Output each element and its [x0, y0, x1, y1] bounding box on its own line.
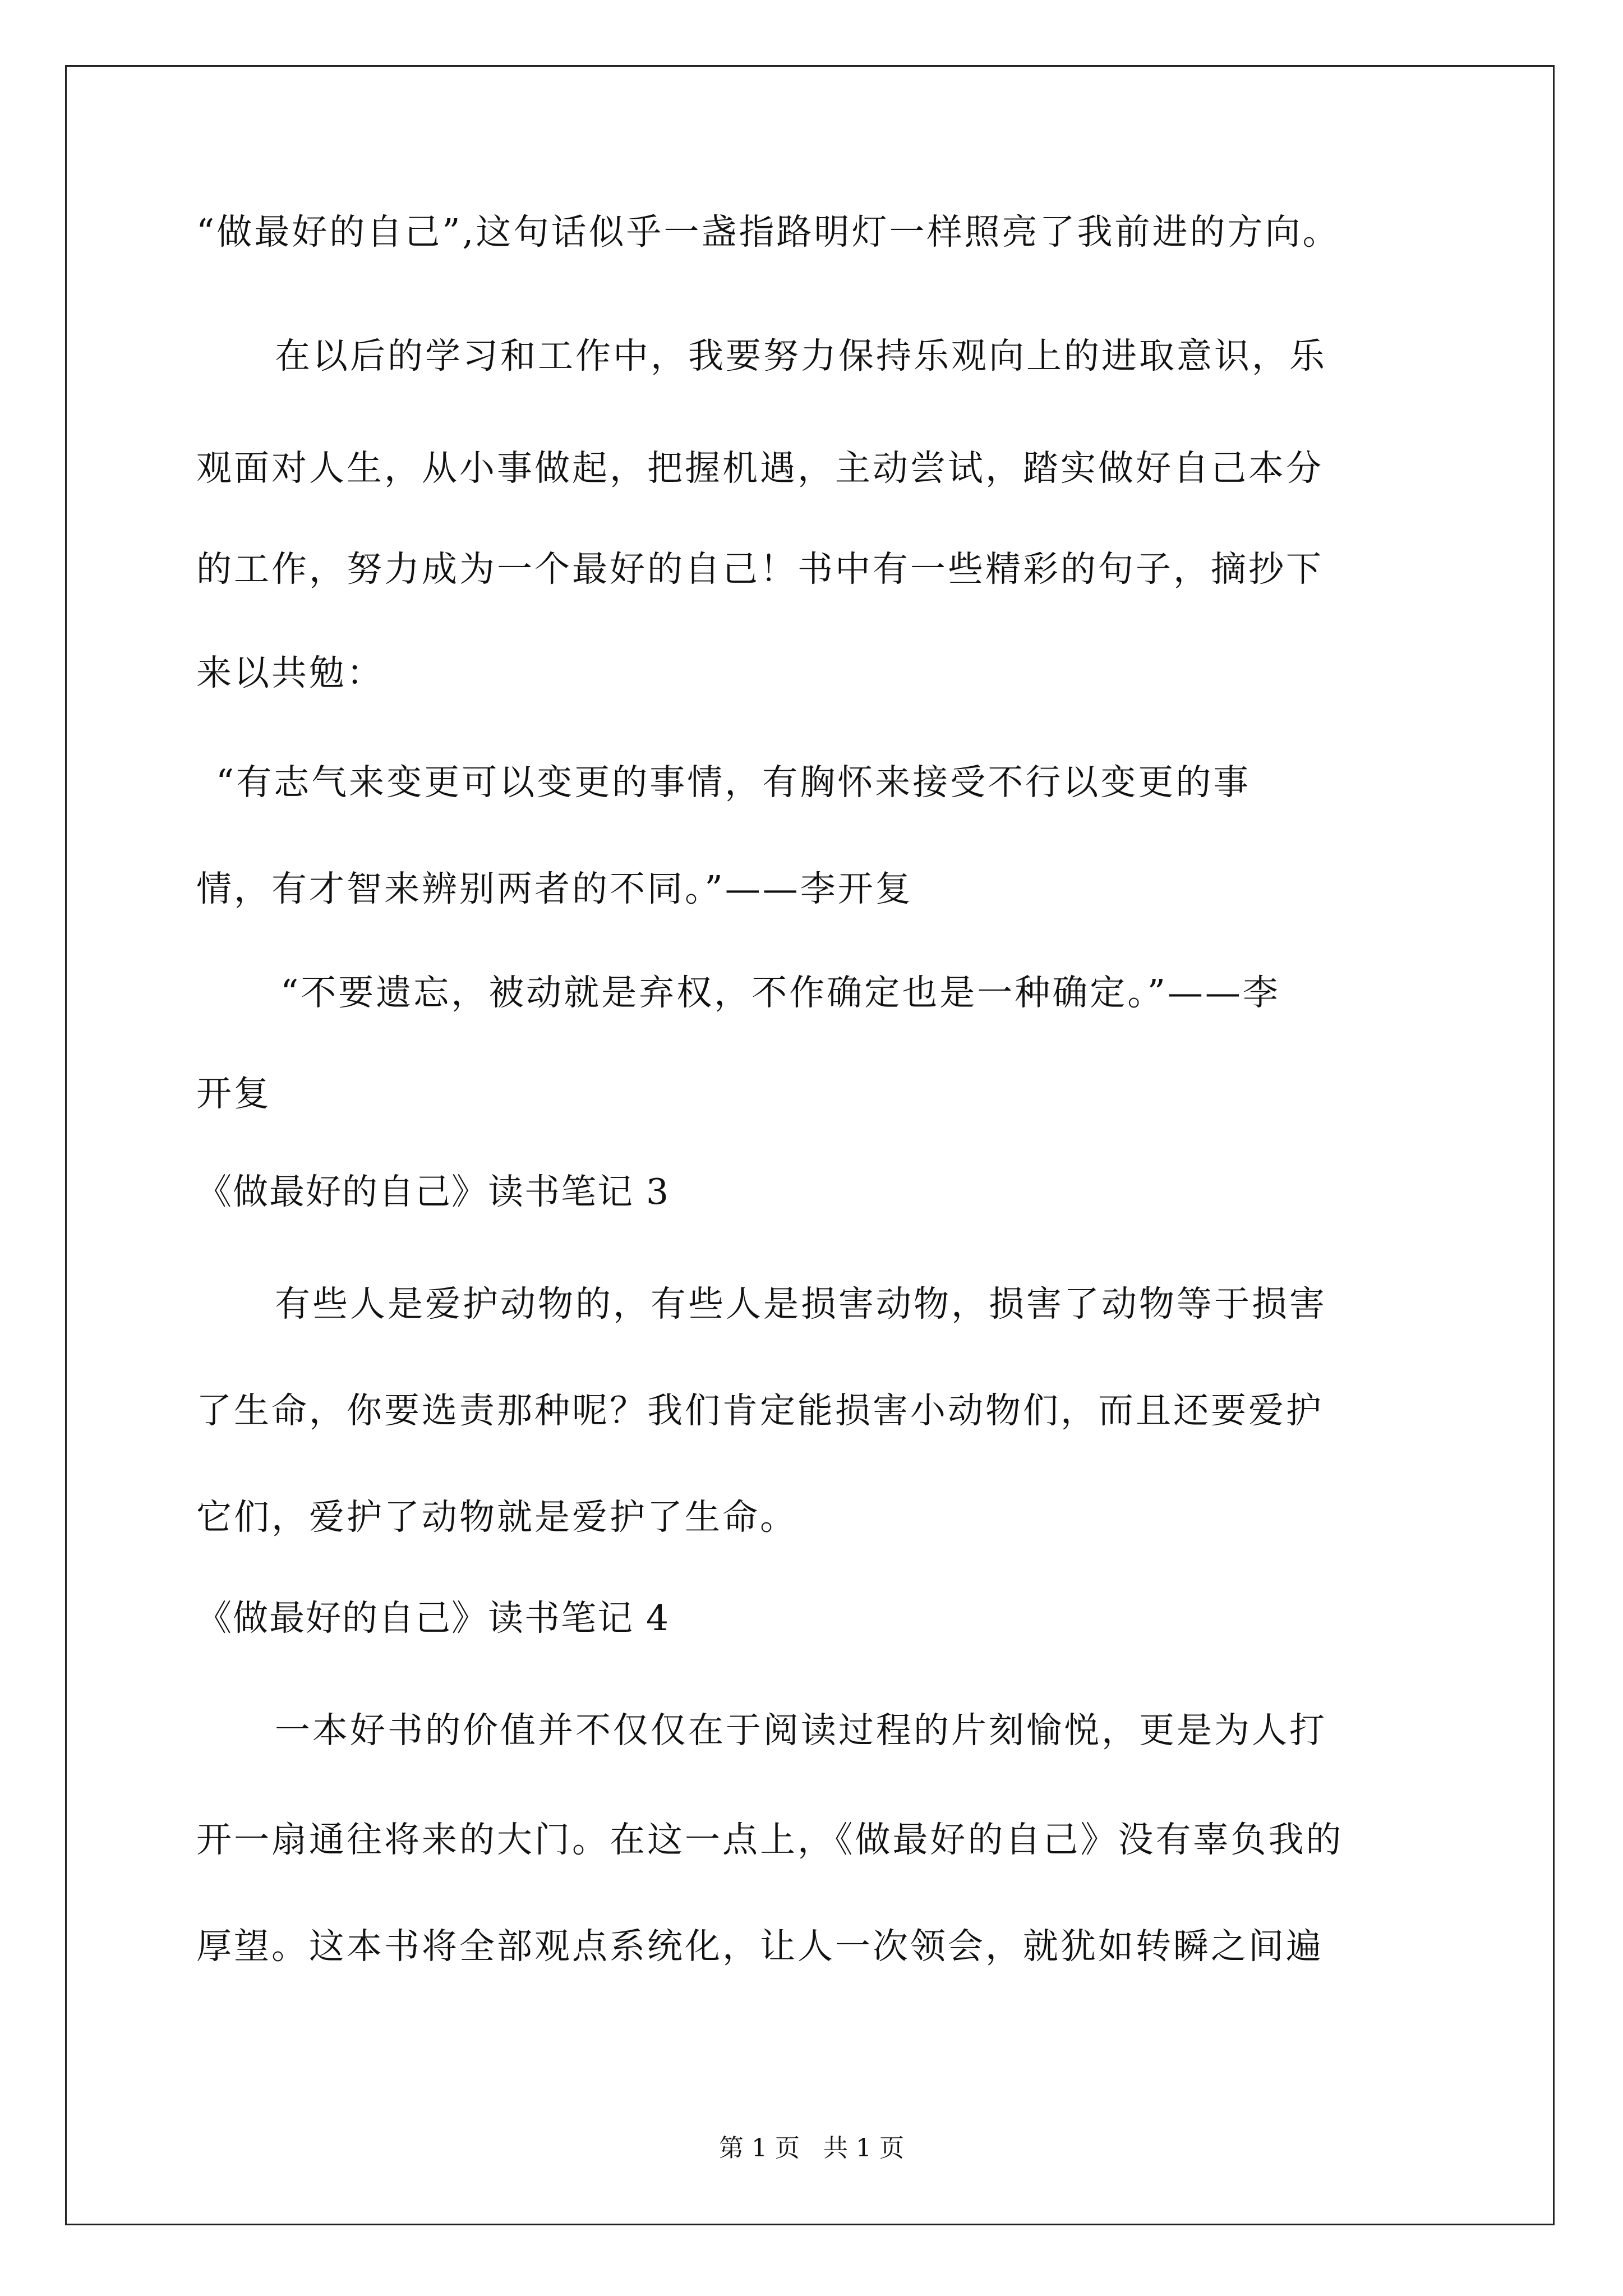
text-line: 情，有才智来辨别两者的不同。”——李开复 [196, 868, 913, 909]
page-number-footer: 第 1 页 共 1 页 [719, 2134, 904, 2162]
page-border [65, 65, 1555, 2225]
text-line: 在以后的学习和工作中，我要努力保持乐观向上的进取意识，乐 [275, 335, 1327, 376]
text-line: “做最好的自己”,这句话似乎一盏指路明灯一样照亮了我前进的方向。 [196, 211, 1340, 252]
text-line: 观面对人生，从小事做起，把握机遇，主动尝试，踏实做好自己本分 [196, 448, 1324, 489]
section-heading: 《做最好的自己》读书笔记 4 [196, 1598, 670, 1639]
section-heading: 《做最好的自己》读书笔记 3 [196, 1171, 670, 1212]
text-line: 开一扇通往将来的大门。在这一点上，《做最好的自己》没有辜负我的 [196, 1819, 1344, 1860]
text-line: 的工作，努力成为一个最好的自己！书中有一些精彩的句子，摘抄下 [196, 549, 1324, 590]
text-line: 它们，爱护了动物就是爱护了生命。 [196, 1497, 797, 1538]
text-line: 来以共勉： [196, 652, 384, 693]
text-line: “有志气来变更可以变更的事情，有胸怀来接受不行以变更的事 [216, 762, 1251, 803]
text-line: 有些人是爱护动物的，有些人是损害动物，损害了动物等于损害 [275, 1283, 1327, 1324]
text-line: 了生命，你要选责那种呢？我们肯定能损害小动物们，而且还要爱护 [196, 1390, 1324, 1431]
text-line: 厚望。这本书将全部观点系统化，让人一次领会，就犹如转瞬之间遍 [196, 1926, 1324, 1967]
text-line: “不要遗忘，被动就是弃权，不作确定也是一种确定。”——李 [280, 972, 1280, 1013]
text-line: 一本好书的价值并不仅仅在于阅读过程的片刻愉悦，更是为人打 [275, 1710, 1327, 1751]
text-line: 开复 [196, 1073, 271, 1114]
